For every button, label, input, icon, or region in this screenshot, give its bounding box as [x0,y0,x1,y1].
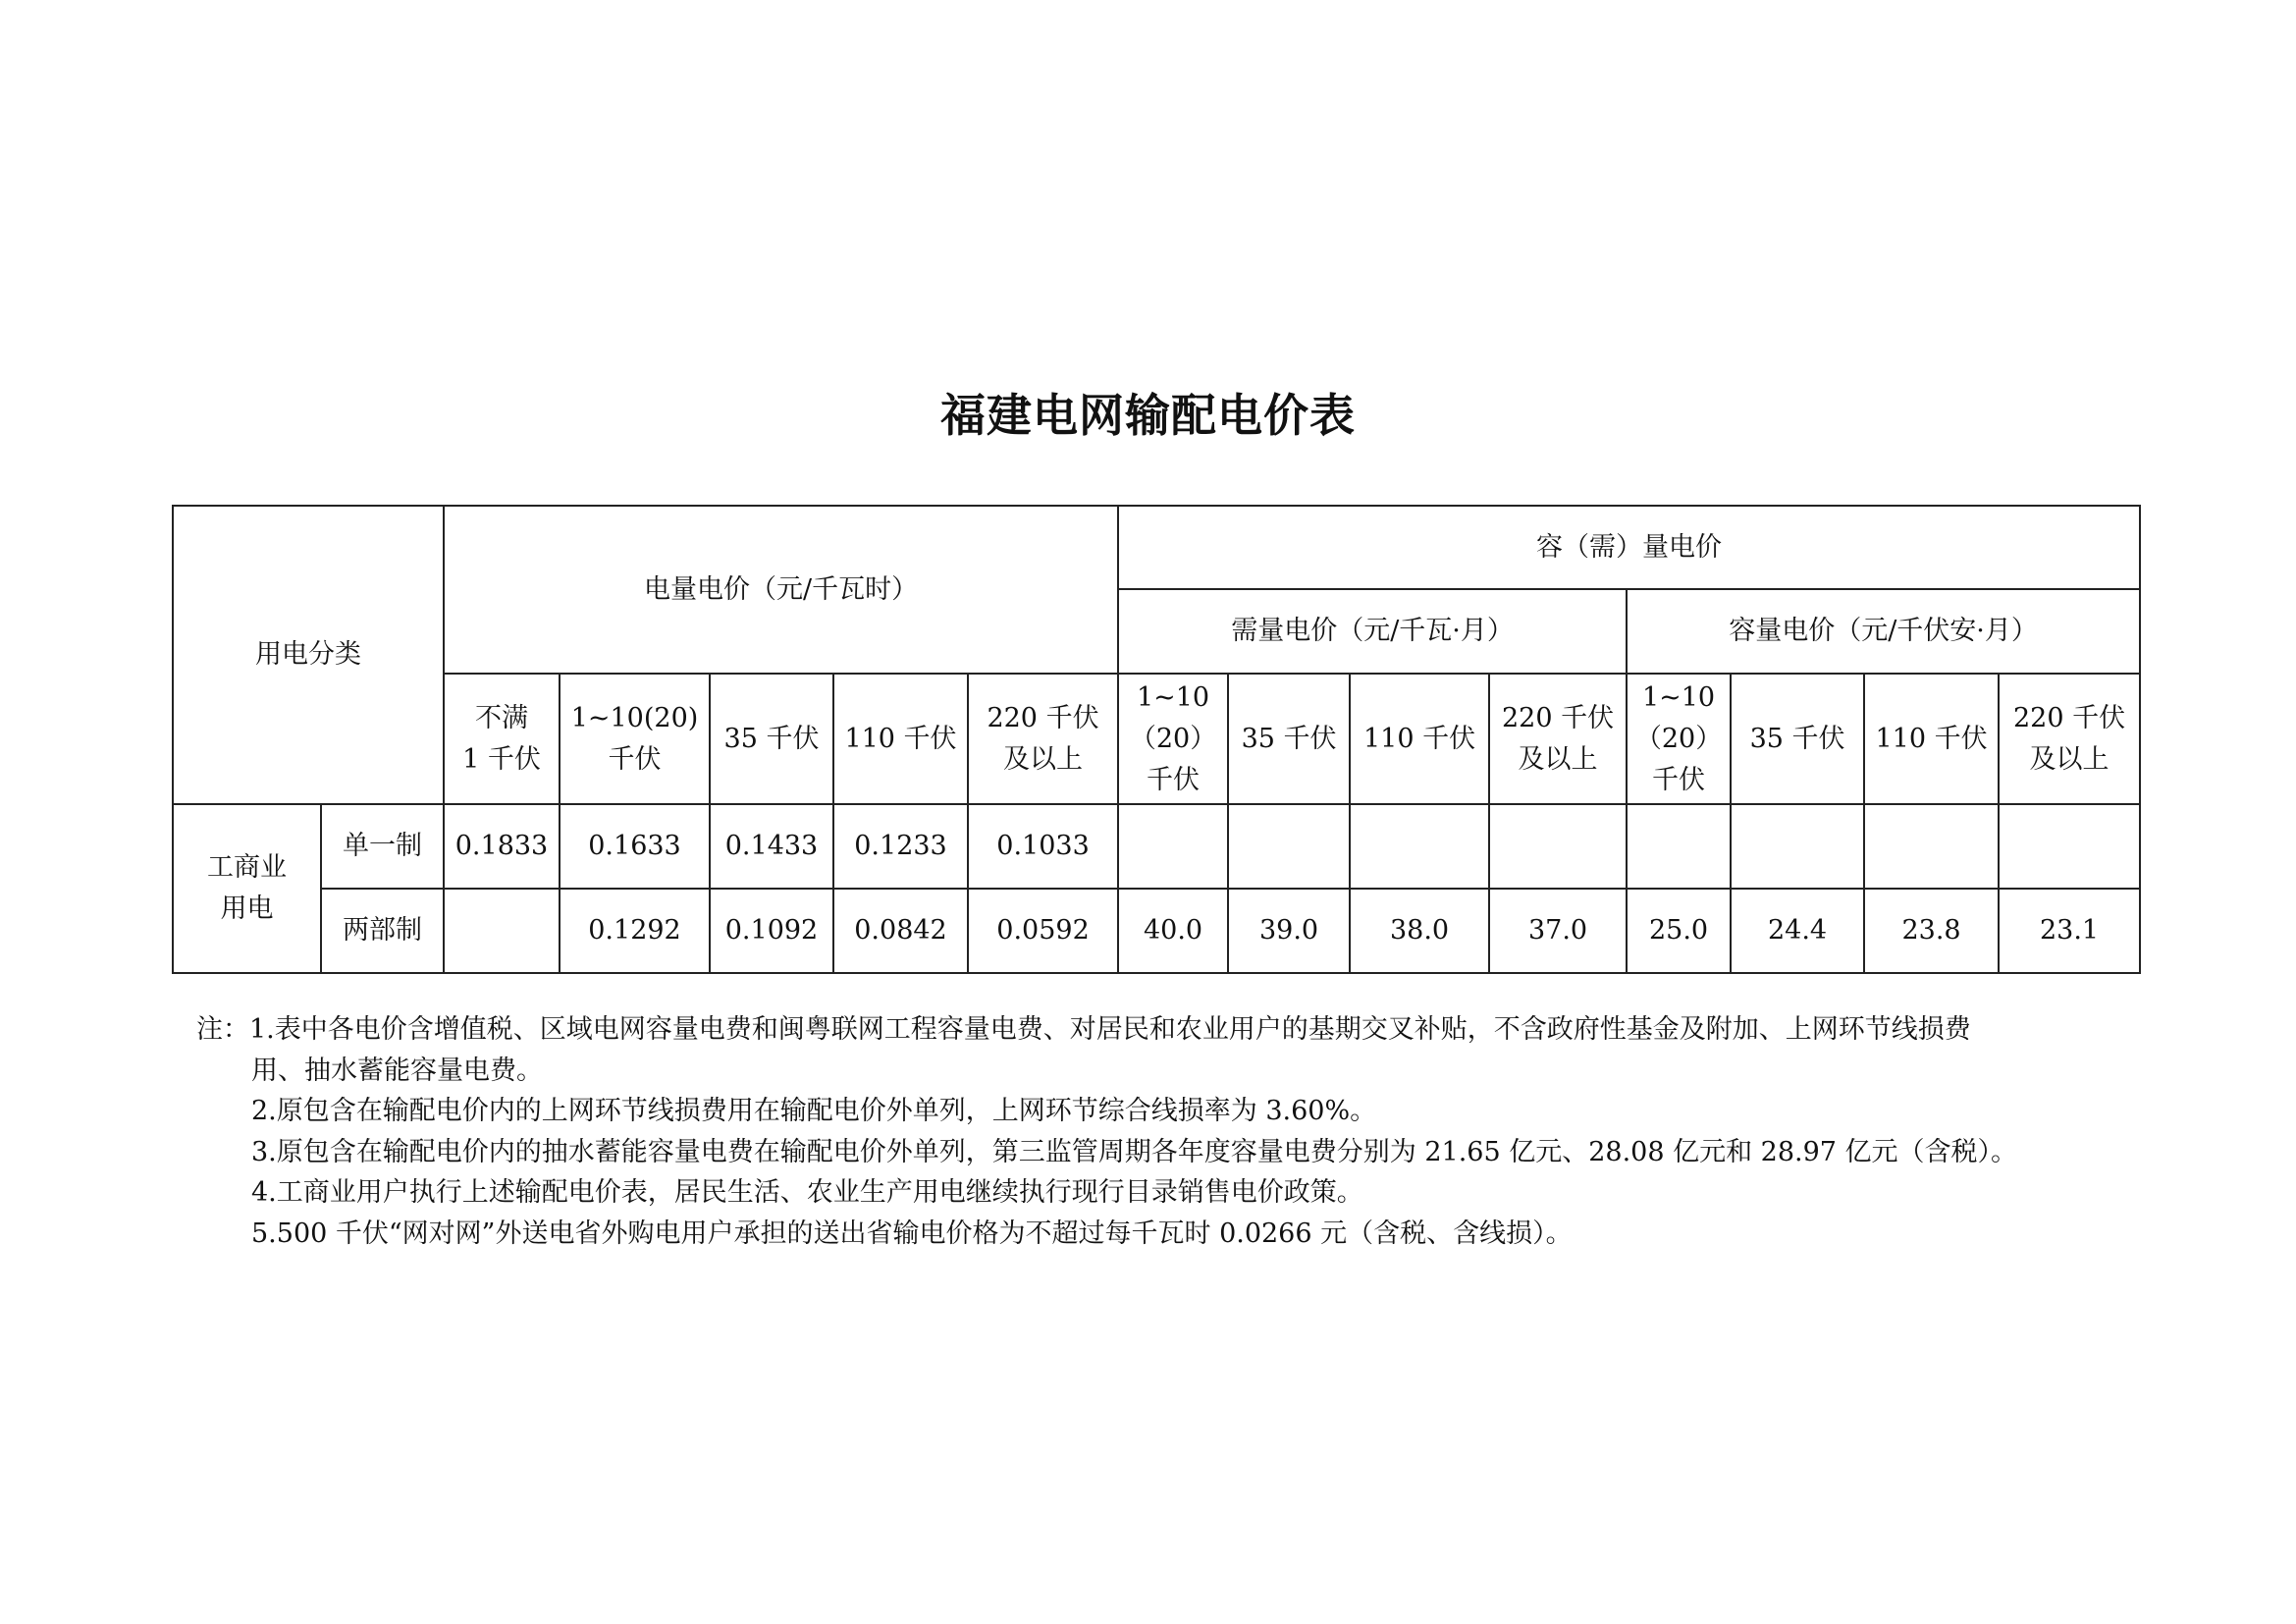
note-line: 4.工商业用户执行上述输配电价表，居民生活、农业生产用电继续执行现行目录销售电价政策。 [251,1177,1363,1208]
capacity-level-0: 1~10 （20） 千伏 [1627,674,1731,804]
capacity-level-3: 220 千伏 及以上 [1999,674,2140,804]
capacity-fee-header: 容量电价（元/千伏安·月） [1627,589,2140,674]
capacity-price-cell-2 [1864,804,1999,889]
demand-price-cell-1: 39.0 [1228,889,1350,973]
demand-price-cell-1 [1228,804,1350,889]
note-line: 3.原包含在输配电价内的抽水蓄能容量电费在输配电价外单列，第三监管周期各年度容量电费分别为 21.65 亿元、28.08 亿元和 28.97 亿元（含税）。 [251,1136,2018,1167]
capacity-price-cell-0 [1627,804,1731,889]
demand-level-1: 35 千伏 [1228,674,1350,804]
capacity-price-header: 容（需）量电价 [1118,506,2140,589]
demand-price-cell-0 [1118,804,1228,889]
demand-price-cell-3 [1489,804,1627,889]
capacity-price-cell-0: 25.0 [1627,889,1731,973]
capacity-level-1: 35 千伏 [1731,674,1864,804]
note-line: 用、抽水蓄能容量电费。 [251,1055,543,1086]
energy-level-3: 110 千伏 [833,674,968,804]
capacity-price-cell-3 [1999,804,2140,889]
group-label: 工商业 用电 [173,804,321,973]
demand-price-cell-3: 37.0 [1489,889,1627,973]
demand-price-cell-2: 38.0 [1350,889,1489,973]
category-header: 用电分类 [173,506,444,804]
capacity-price-cell-1: 24.4 [1731,889,1864,973]
energy-price-cell-0 [444,889,560,973]
demand-level-3: 220 千伏 及以上 [1489,674,1627,804]
energy-level-0: 不满 1 千伏 [444,674,560,804]
row-label: 单一制 [321,804,444,889]
energy-price-header: 电量电价（元/千瓦时） [444,506,1118,674]
energy-price-cell-3: 0.0842 [833,889,968,973]
energy-level-4: 220 千伏 及以上 [968,674,1118,804]
capacity-price-cell-2: 23.8 [1864,889,1999,973]
demand-price-cell-0: 40.0 [1118,889,1228,973]
energy-price-cell-4: 0.0592 [968,889,1118,973]
energy-price-cell-1: 0.1292 [560,889,710,973]
energy-price-cell-4: 0.1033 [968,804,1118,889]
note-line: 5.500 千伏“网对网”外送电省外购电用户承担的送出省输电价格为不超过每千瓦时 0.0266 元（含税、含线损）。 [251,1218,1573,1249]
energy-level-1: 1~10(20) 千伏 [560,674,710,804]
energy-price-cell-1: 0.1633 [560,804,710,889]
demand-level-0: 1~10 （20） 千伏 [1118,674,1228,804]
energy-price-cell-2: 0.1092 [710,889,833,973]
capacity-price-cell-1 [1731,804,1864,889]
note-line: 2.原包含在输配电价内的上网环节线损费用在输配电价外单列，上网环节综合线损率为 3.60%。 [251,1096,1377,1126]
demand-price-cell-2 [1350,804,1489,889]
energy-price-cell-0: 0.1833 [444,804,560,889]
capacity-price-cell-3: 23.1 [1999,889,2140,973]
energy-price-cell-2: 0.1433 [710,804,833,889]
notes-section [196,1009,2120,1254]
demand-price-header: 需量电价（元/千瓦·月） [1118,589,1627,674]
row-label: 两部制 [321,889,444,973]
page-title: 福建电网输配电价表 [940,389,1356,442]
energy-level-2: 35 千伏 [710,674,833,804]
note-line: 注：1.表中各电价含增值税、区域电网容量电费和闽粤联网工程容量电费、对居民和农业用户的基期交叉补贴，不含政府性基金及附加、上网环节线损费 [196,1014,1971,1045]
demand-level-2: 110 千伏 [1350,674,1489,804]
capacity-level-2: 110 千伏 [1864,674,1999,804]
price-table [172,505,2141,974]
energy-price-cell-3: 0.1233 [833,804,968,889]
